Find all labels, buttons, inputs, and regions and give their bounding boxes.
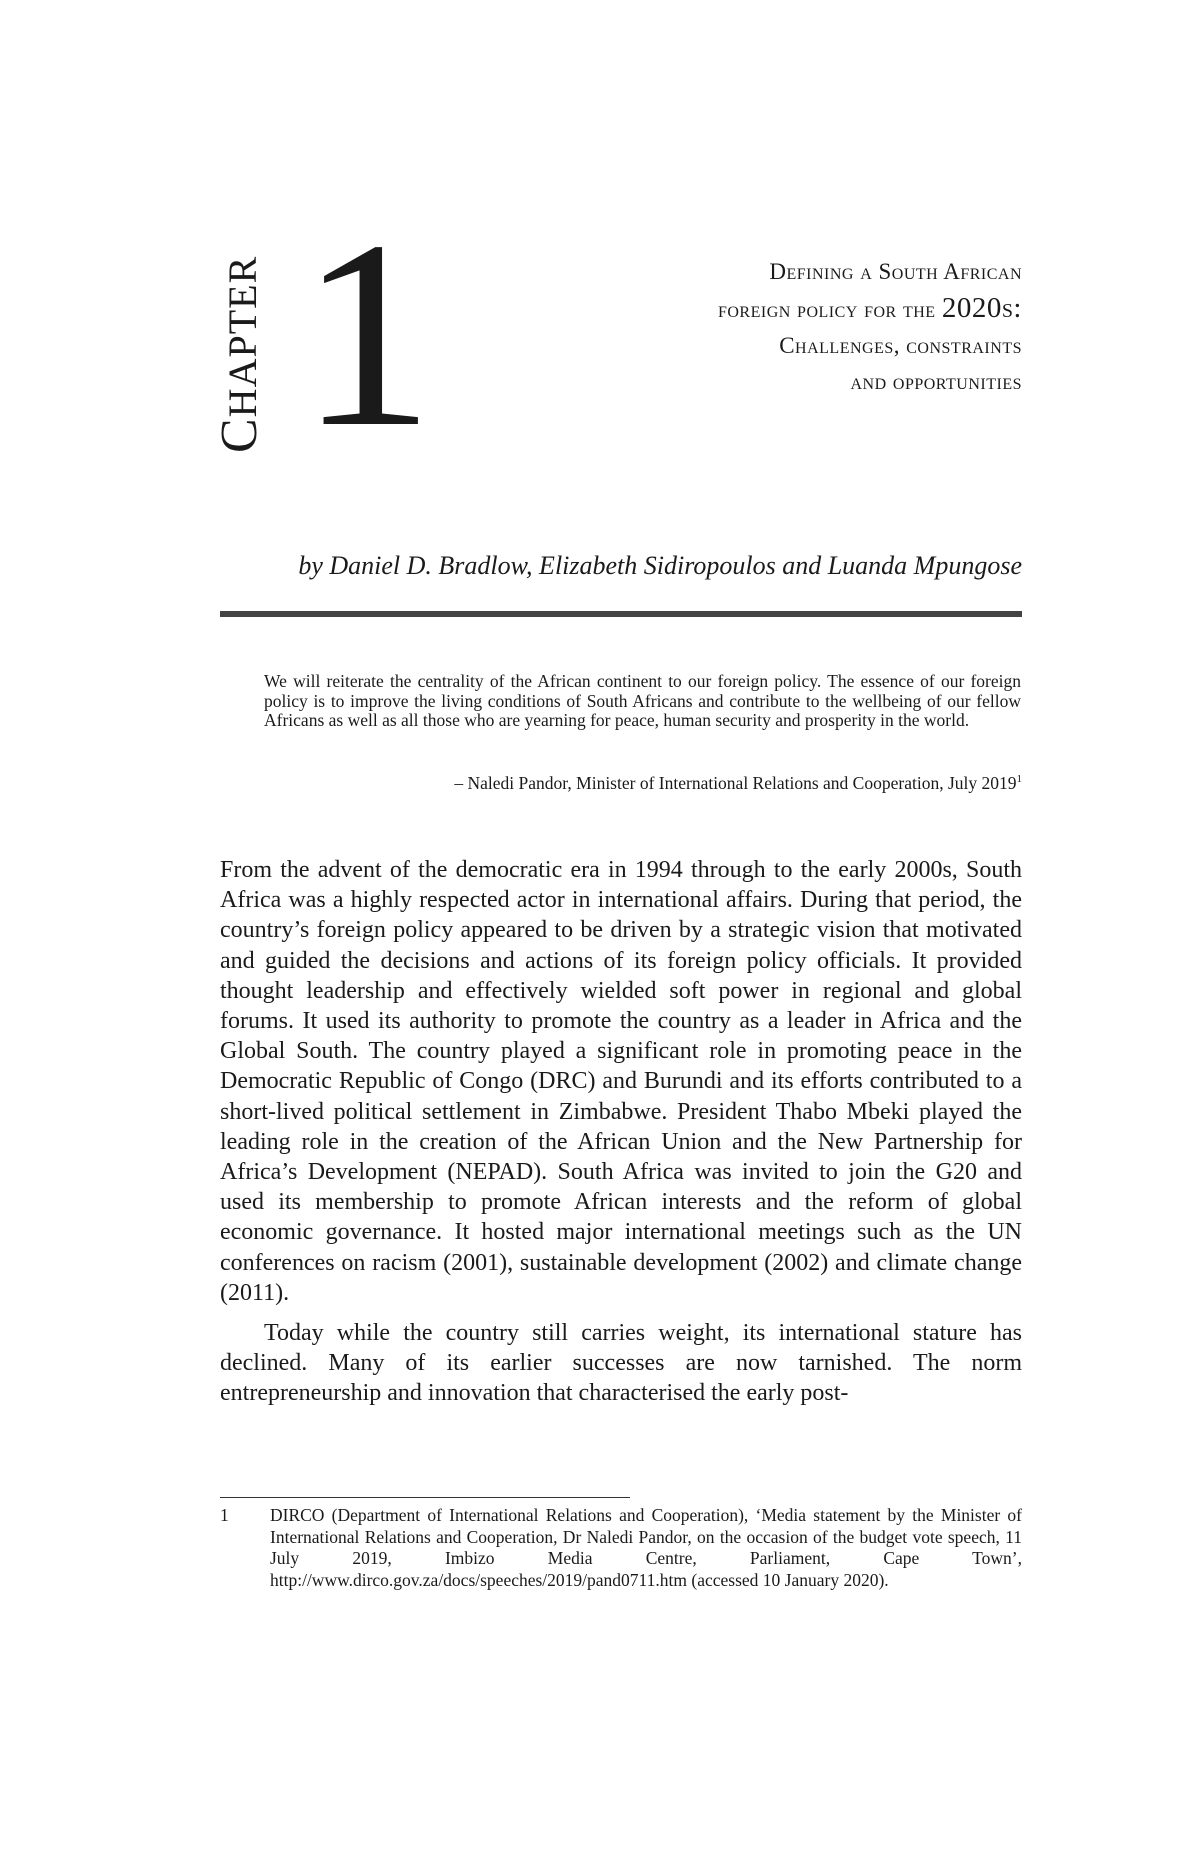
chapter-number: 1 — [300, 185, 428, 482]
title-line-1: Defining a South African — [769, 259, 1022, 284]
title-line-2-text: foreign policy for the — [717, 297, 942, 322]
title-line-4: and opportunities — [850, 369, 1022, 394]
chapter-label — [211, 255, 268, 453]
chapter-label-initial: C — [211, 417, 268, 453]
epigraph-quote: We will reiterate the centrality of the African continent to our foreign policy. The essence of our foreign policy is to improve the living conditions of South Africans and contribute to the wellbeing of our fellow Africans as well as all those who are yearning for peace, human security and prosperity in the world. — [264, 671, 1021, 730]
footnote-text: DIRCO (Department of International Relations and Cooperation), ‘Media statement by the Minister of International Relations and Cooperation, Dr Naledi Pandor, on the occasion of the budget vote speech, 11 July 2019, Imbizo Media Centre, Parliament, Cape Town’, http://www.dirco.gov.za/docs/speeches/2019/pand0711.htm (accessed 10 January 2020). — [270, 1505, 1022, 1590]
paragraph-2: Today while the country still carries weight, its international stature has declined. Many of its earlier successes are now tarnished. The norm entrepreneurship and innovation that characterised the early post- — [220, 1320, 1022, 1407]
authors-byline: by Daniel D. Bradlow, Elizabeth Sidiropoulos and Luanda Mpungose — [298, 551, 1022, 580]
attribution-text: – Naledi Pandor, Minister of International Relations and Cooperation, July 2019 — [454, 773, 1017, 793]
chapter-title — [502, 254, 1022, 400]
footnote-divider — [220, 1497, 630, 1498]
body-text — [220, 855, 1022, 1409]
footnote-number: 1 — [220, 1505, 229, 1525]
epigraph-attribution — [265, 773, 1022, 794]
paragraph-1: From the advent of the democratic era in 1994 through to the early 2000s, South Africa was a highly respected actor in international affairs. During that period, the country’s foreign policy appeared to be driven by a strategic vision that motivated and guided the decisions and actions of its foreign policy officials. It provided thought leadership and effectively wielded soft power in regional and global forums. It used its authority to promote the country as a leader in Africa and the Global South. The country played a significant role in promoting peace in the Democratic Republic of Congo (DRC) and Burundi and its efforts contributed to a short-lived political settlement in Zimbabwe. President Thabo Mbeki played the leading role in the creation of the African Union and the New Partnership for Africa’s Development (NEPAD). South Africa was invited to join the G20 and used its membership to promote African interests and the reform of global economic governance. It hosted major international meetings such as the UN conferences on racism (2001), sustainable development (2002) and climate change (2011). — [220, 857, 1022, 1306]
chapter-label-rest: HAPTER — [220, 255, 265, 418]
title-divider — [220, 611, 1022, 617]
title-line-3: Challenges, constraints — [779, 333, 1022, 358]
footnote — [220, 1505, 1022, 1591]
footnote-ref[interactable]: 1 — [1016, 773, 1022, 786]
title-year: 2020s: — [941, 292, 1022, 324]
title-line-2 — [502, 290, 1022, 328]
